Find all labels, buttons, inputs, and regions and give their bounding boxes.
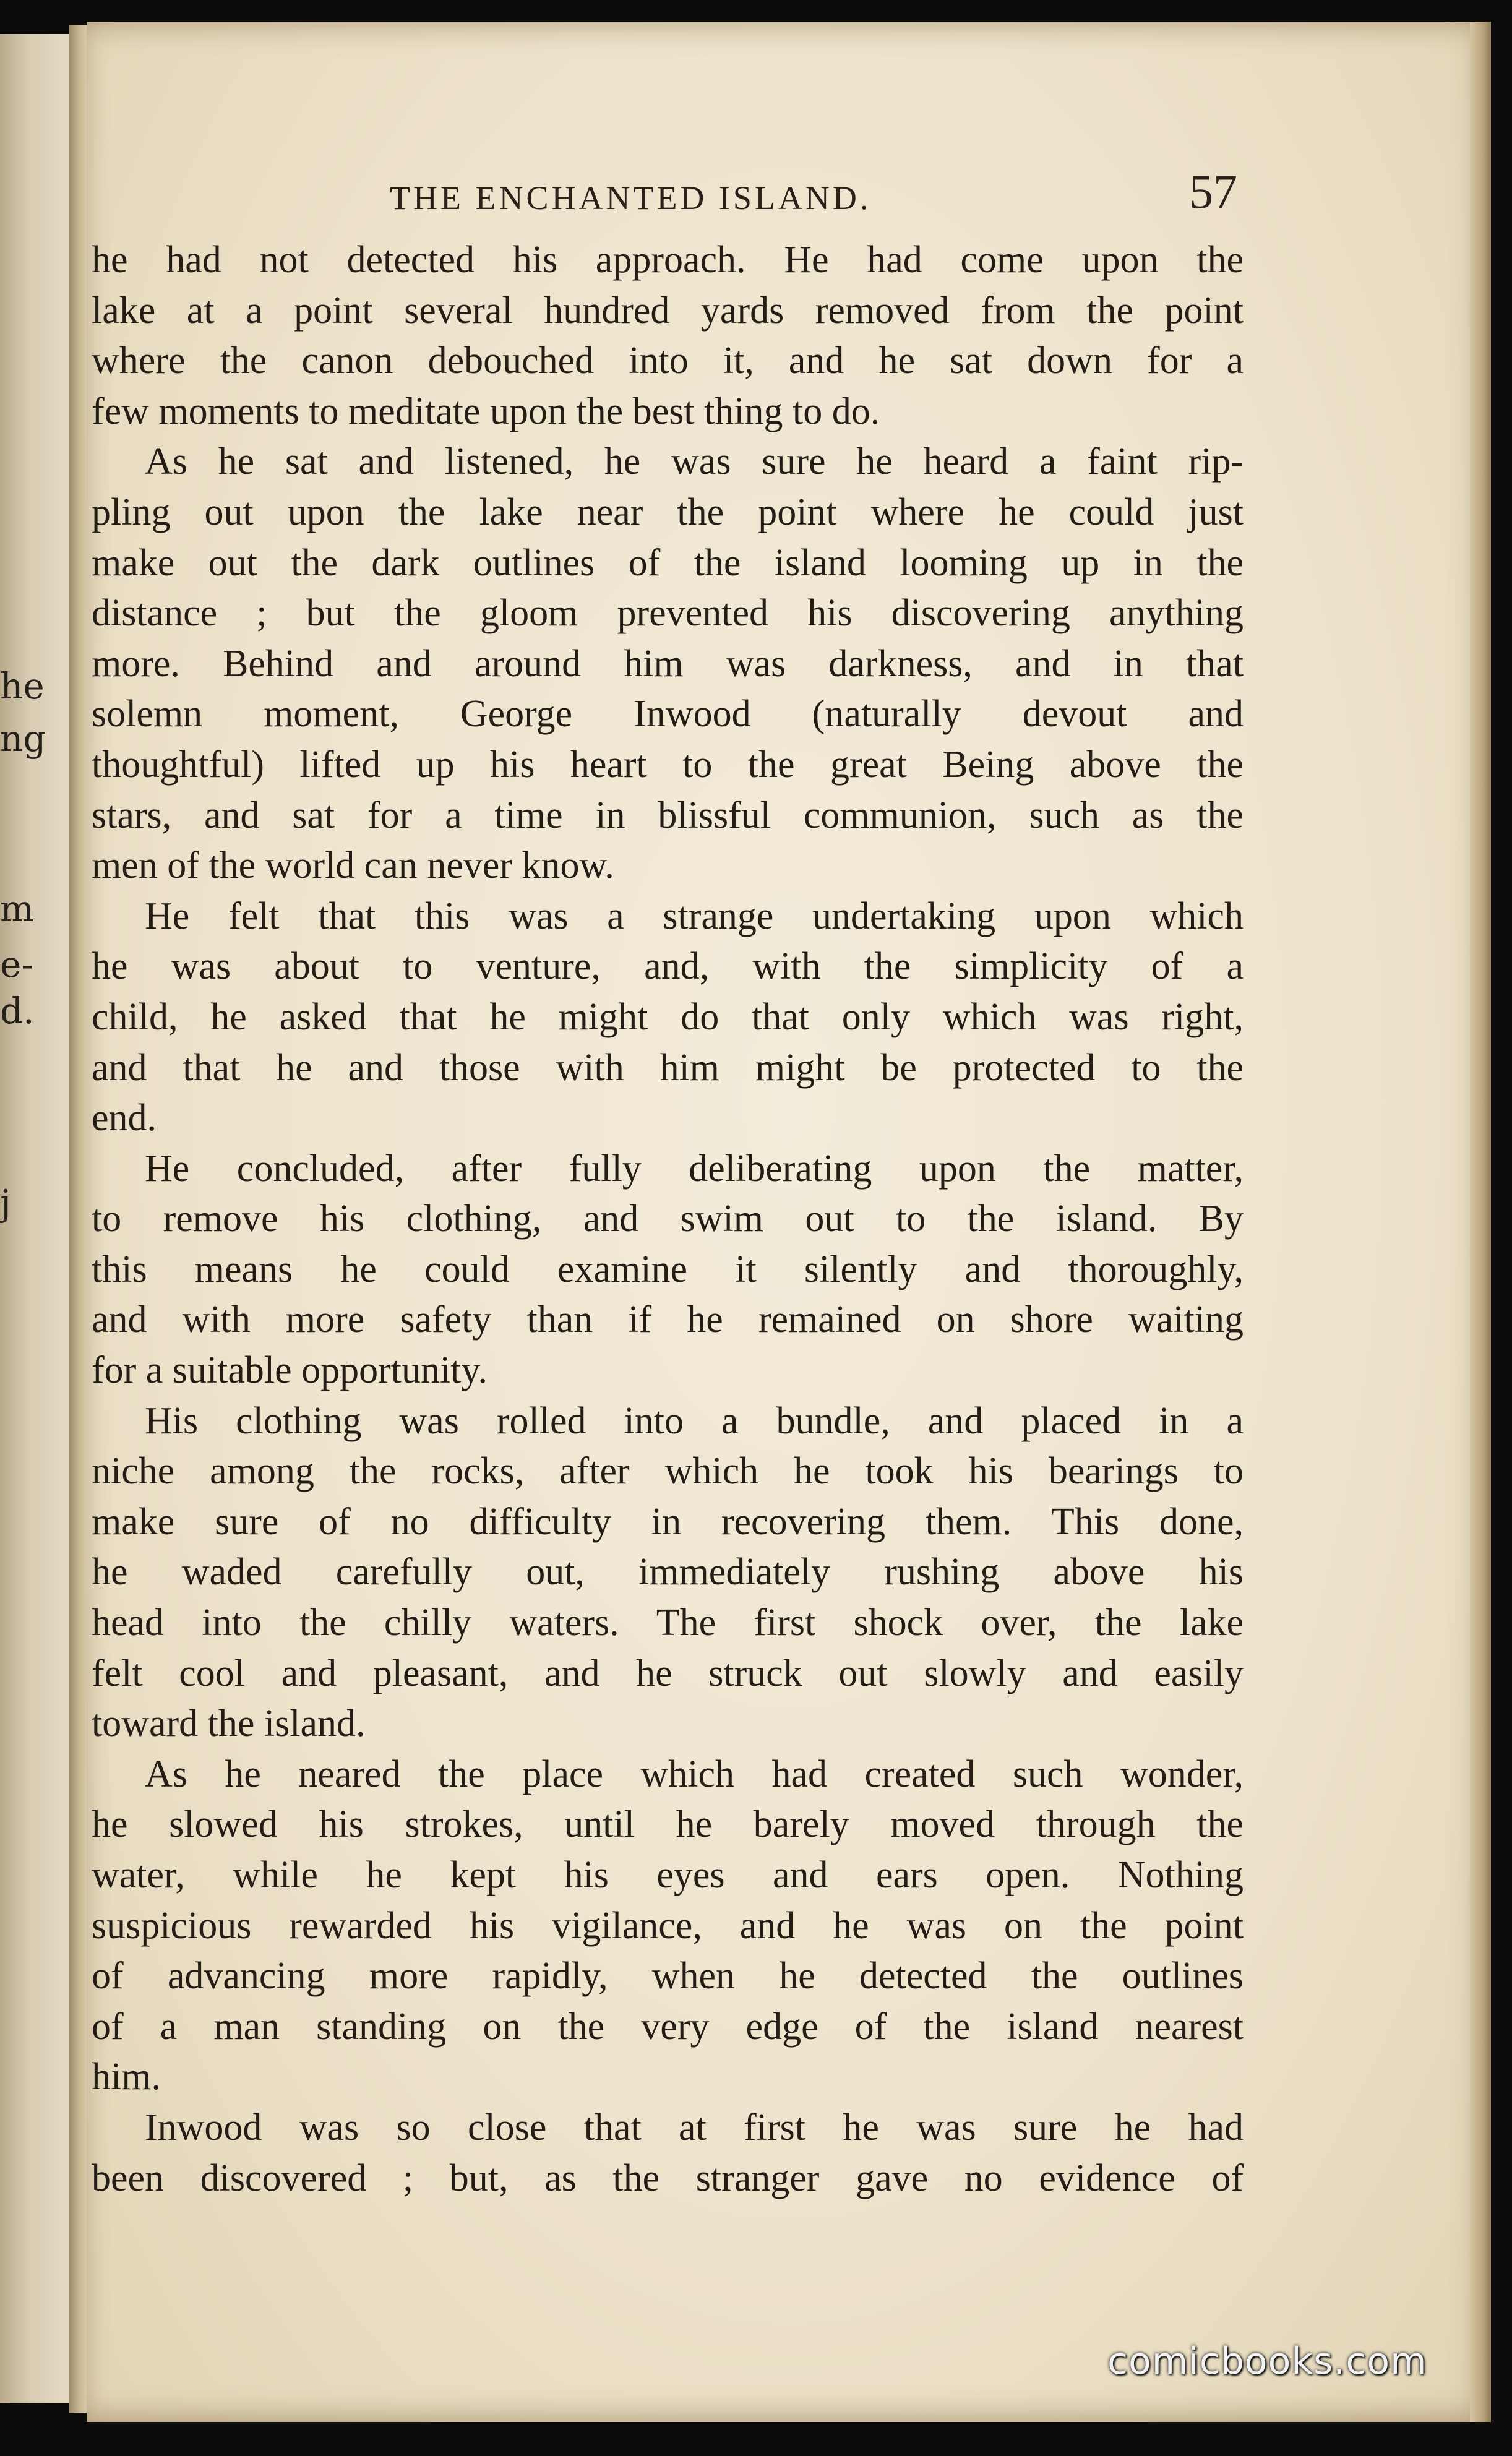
text-line: water, while he kept his eyes and ears open. Nothing	[92, 1854, 1244, 1896]
text-line: felt cool and pleasant, and he struck out slowly and easily	[92, 1652, 1244, 1694]
text-line: few moments to meditate upon the best thing to do.	[92, 390, 880, 432]
text-line: suspicious rewarded his vigilance, and he was on the point	[92, 1904, 1244, 1947]
text-line: he waded carefully out, immediately rushing above his	[92, 1551, 1244, 1594]
text-line: stars, and sat for a time in blissful communion, such as the	[92, 794, 1244, 836]
text-line: for a suitable opportunity.	[92, 1349, 488, 1392]
text-line: pling out upon the lake near the point where he could just	[92, 491, 1244, 533]
body-text	[92, 235, 1244, 2204]
text-line: child, he asked that he might do that only which was right,	[92, 995, 1244, 1038]
text-line: He concluded, after fully deliberating upon the matter,	[145, 1147, 1244, 1190]
text-line: and with more safety than if he remained on shore waiting	[92, 1299, 1244, 1341]
text-line: head into the chilly waters. The first shock over, the lake	[92, 1602, 1244, 1644]
page-number: 57	[1189, 165, 1237, 218]
text-line: him.	[92, 2056, 161, 2098]
text-line: he had not detected his approach. He had come upon the	[92, 239, 1244, 281]
text-line: of a man standing on the very edge of the island nearest	[92, 2005, 1244, 2048]
text-line: more. Behind and around him was darkness, and in that	[92, 642, 1244, 685]
watermark-logo: comicbooks.com	[1107, 2340, 1427, 2383]
text-line: He felt that this was a strange undertaking upon which	[145, 895, 1244, 937]
text-line: men of the world can never know.	[92, 844, 614, 887]
text-line: make out the dark outlines of the island looming up in the	[92, 541, 1244, 584]
facing-page-fragment: j	[0, 1182, 11, 1224]
text-line: make sure of no difficulty in recovering them. This done,	[92, 1500, 1244, 1543]
text-line: he was about to venture, and, with the simplicity of a	[92, 945, 1244, 988]
text-line: Inwood was so close that at first he was sure he had	[145, 2106, 1244, 2149]
facing-page-fragment: he	[0, 665, 45, 707]
text-line: As he neared the place which had created such wonder,	[145, 1753, 1244, 1795]
facing-page-fragment: e-	[0, 943, 33, 985]
text-line: been discovered ; but, as the stranger gave no evidence of	[92, 2157, 1244, 2199]
text-line: of advancing more rapidly, when he detected the outlines	[92, 1955, 1244, 1998]
page-header	[87, 164, 1404, 238]
text-line: solemn moment, George Inwood (naturally devout and	[92, 693, 1244, 736]
text-line: and that he and those with him might be protected to the	[92, 1046, 1244, 1089]
text-line: end.	[92, 1097, 157, 1140]
text-line: niche among the rocks, after which he took his bearings to	[92, 1450, 1244, 1493]
text-line: where the canon debouched into it, and he sat down for a	[92, 340, 1244, 382]
text-line: thoughtful) lifted up his heart to the great Being above the	[92, 743, 1244, 786]
text-line: to remove his clothing, and swim out to the island. By	[92, 1198, 1244, 1240]
facing-page-fragment: m	[0, 888, 34, 930]
page-edge-shadow	[1470, 22, 1491, 2422]
facing-page-fragment: ng	[0, 718, 46, 760]
book-page	[87, 22, 1491, 2422]
text-line: toward the island.	[92, 1702, 366, 1745]
running-title: THE ENCHANTED ISLAND.	[390, 179, 872, 217]
text-line: As he sat and listened, he was sure he heard a faint rip-	[145, 440, 1244, 483]
text-line: distance ; but the gloom prevented his discovering anything	[92, 592, 1244, 635]
facing-page-edge	[0, 34, 73, 2403]
facing-page-fragment: d.	[0, 990, 35, 1032]
text-line: he slowed his strokes, until he barely moved through the	[92, 1803, 1244, 1846]
text-line: this means he could examine it silently and thoroughly,	[92, 1248, 1244, 1290]
text-line: His clothing was rolled into a bundle, and placed in a	[145, 1399, 1244, 1442]
text-line: lake at a point several hundred yards removed from the point	[92, 289, 1244, 332]
